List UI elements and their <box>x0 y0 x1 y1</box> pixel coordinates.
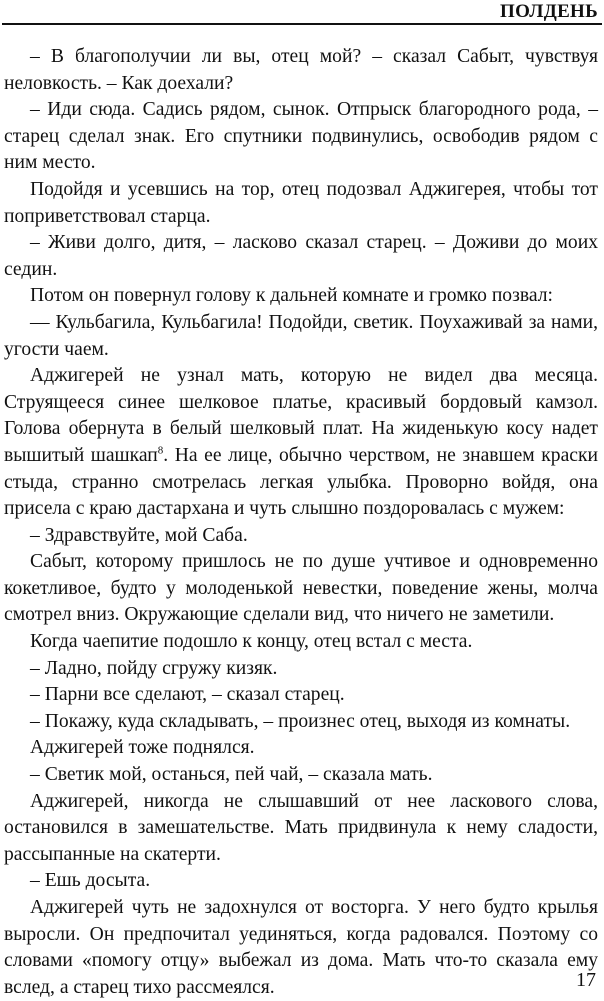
paragraph: – Парни все сделают, – сказал старец. <box>30 684 345 706</box>
paragraph-text: Аджигерей не узнал мать, которую не видел два месяца. Струящееся синее шелковое платье, красивый бордовый камзол. Голова обернута в белый шелковый плат. На жиденькую косу надет вышитый шашкап <box>4 365 598 466</box>
paragraph: – Ешь досыта. <box>30 870 151 892</box>
paragraph: – Живи долго, дитя, – ласково сказал старец. – Доживи до моих седин. <box>4 232 598 280</box>
paragraph-text-continued: . На ее лице, обычно черством, не знавшем краски стыда, странно смотрелась легкая улыбка. Проворно войдя, она присела с краю дастархана и чуть слышно поздоровалась с мужем: <box>4 444 598 520</box>
paragraph: Потом он повернул голову к дальней комнате и громко позвал: <box>30 285 553 307</box>
paragraph: Аджигерей, никогда не слышавший от нее ласкового слова, остановился в замешательстве. Мать придвинула к нему сладости, рассыпанные на скатерти. <box>4 790 598 865</box>
paragraph: – Здравствуйте, мой Саба. <box>30 524 248 546</box>
paragraph: Когда чаепитие подошло к концу, отец встал с места. <box>30 631 473 653</box>
paragraph: – В благополучии ли вы, отец мой? – сказал Сабыт, чувствуя неловкость. – Как доехали? <box>4 46 598 94</box>
page-header <box>0 0 604 30</box>
paragraph: Сабыт, которому пришлось не по душе учтивое и одновременно кокетливое, будто у молоденькой невестки, поведение жены, молча смотрел вниз. Окружающие сделали вид, что ничего не заметили. <box>4 551 598 626</box>
body-text <box>4 44 598 1001</box>
footnote-mark: 8 <box>157 444 164 457</box>
paragraph: Аджигерей чуть не задохнулся от восторга. У него будто крылья выросли. Он предпочитал уединяться, когда радовался. Поэтому со словами «помогу отцу» выбежал из дома. Мать что-то сказала ему вслед, а старец тихо рассмеялся. <box>4 897 598 998</box>
paragraph: Аджигерей тоже поднялся. <box>30 737 255 759</box>
paragraph: Подойдя и усевшись на тор, отец подозвал Аджигерея, чтобы тот поприветствовал старца. <box>4 178 598 227</box>
paragraph: – Иди сюда. Садись рядом, сынок. Отпрыск благородного рода, – старец сделал знак. Его спутники подвинулись, освободив рядом с ним место. <box>4 99 598 174</box>
paragraph: – Покажу, куда складывать, – произнес отец, выходя из комнаты. <box>30 710 571 732</box>
paragraph: – Светик мой, останься, пей чай, – сказала мать. <box>30 764 433 786</box>
paragraph: — Кульбагила, Кульбагила! Подойди, светик. Поухаживай за нами, угости чаем. <box>4 311 598 360</box>
page-number: 17 <box>576 969 596 991</box>
paragraph-with-footnote <box>4 363 598 523</box>
running-title: ПОЛДЕНЬ <box>500 1 598 22</box>
paragraph: – Ладно, пойду сгружу кизяк. <box>30 657 278 679</box>
header-rule <box>2 23 602 25</box>
